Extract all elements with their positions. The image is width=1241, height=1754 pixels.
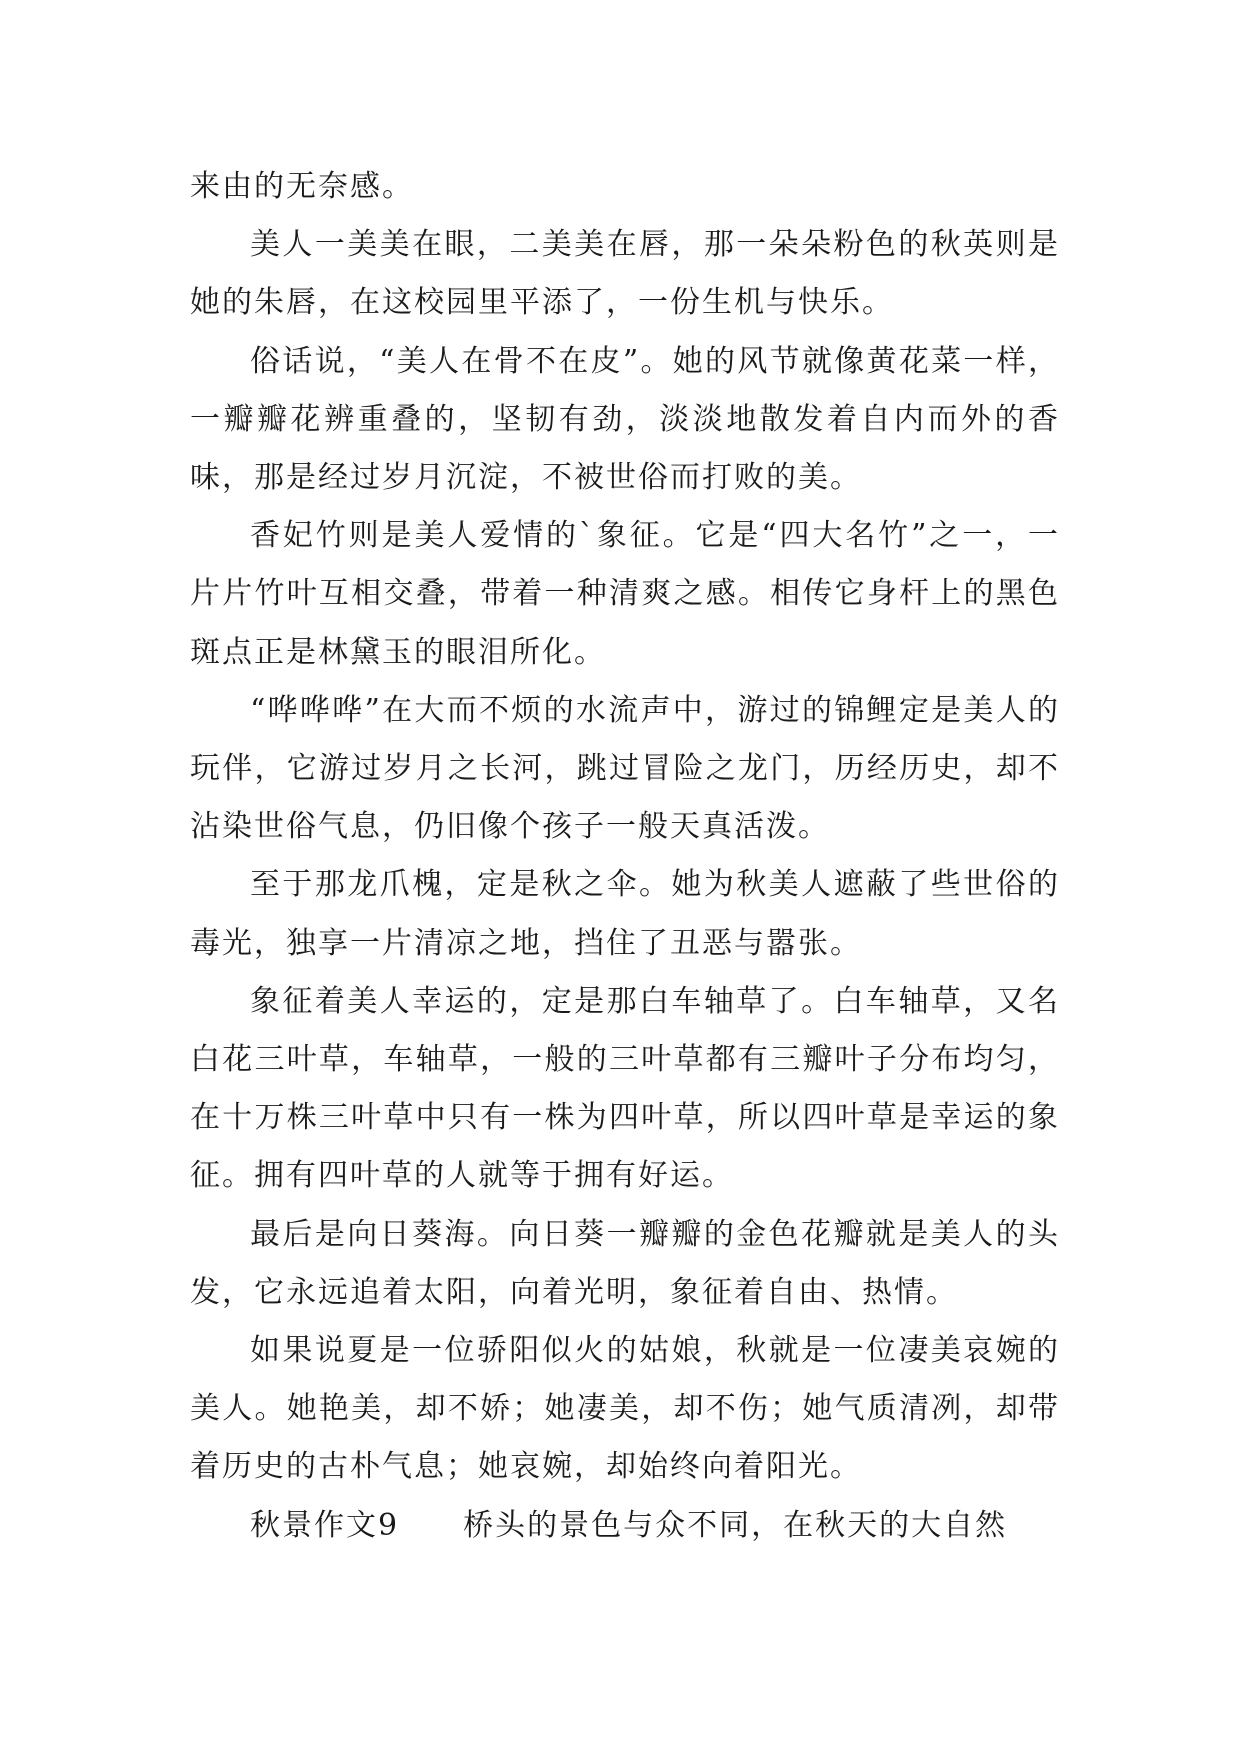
- paragraph-5: “哗哗哗”在大而不烦的水流声中，游过的锦鲤定是美人的玩伴，它游过岁月之长河，跳过冒险之龙门，历经历史，却不沾染世俗气息，仍旧像个孩子一般天真活泼。: [190, 692, 1060, 845]
- paragraph-10: 秋景作文9 桥头的景色与众不同，在秋天的大自然: [250, 1507, 1008, 1543]
- paragraph-4: 香妃竹则是美人爱情的`象征。它是“四大名竹”之一，一片片竹叶互相交叠，带着一种清爽之感。相传它身杆上的黑色斑点正是林黛玉的眼泪所化。: [190, 518, 1060, 670]
- paragraph-2: 美人一美美在眼，二美美在唇，那一朵朵粉色的秋英则是她的朱唇，在这校园里平添了，一份生机与快乐。: [190, 227, 1060, 321]
- paragraph-6: 至于那龙爪槐，定是秋之伞。她为秋美人遮蔽了些世俗的毒光，独享一片清凉之地，挡住了丑恶与嚣张。: [190, 867, 1060, 961]
- paragraph-9: 如果说夏是一位骄阳似火的姑娘，秋就是一位凄美哀婉的美人。她艳美，却不娇；她凄美，却不伤；她气质清冽，却带着历史的古朴气息；她哀婉，却始终向着阳光。: [190, 1333, 1060, 1485]
- paragraph-1: 来由的无奈感。: [190, 169, 414, 204]
- essay-body: [190, 158, 1060, 1555]
- paragraph-8: 最后是向日葵海。向日葵一瓣瓣的金色花瓣就是美人的头发，它永远追着太阳，向着光明，象征着自由、热情。: [190, 1216, 1060, 1310]
- paragraph-7: 象征着美人幸运的，定是那白车轴草了。白车轴草，又名白花三叶草，车轴草，一般的三叶草都有三瓣叶子分布均匀，在十万株三叶草中只有一株为四叶草，所以四叶草是幸运的象征。拥有四叶草的人就等于拥有好运。: [190, 983, 1060, 1194]
- paragraph-3: 俗话说，“美人在骨不在皮”。她的风节就像黄花菜一样，一瓣瓣花辨重叠的，坚韧有劲，淡淡地散发着自内而外的香味，那是经过岁月沉淀，不被世俗而打败的美。: [190, 343, 1060, 496]
